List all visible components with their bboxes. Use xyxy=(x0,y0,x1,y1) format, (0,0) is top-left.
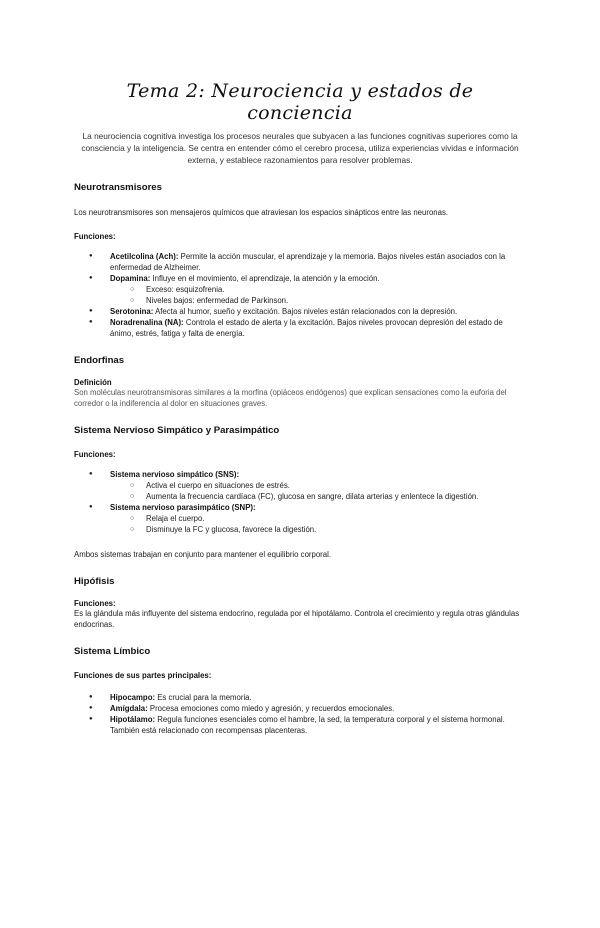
item-desc: Procesa emociones como miedo y agresión, y recuerdos emocionales. xyxy=(147,704,395,713)
limbico-list xyxy=(74,692,526,736)
sub-list xyxy=(110,513,526,535)
list-item xyxy=(74,273,526,306)
item-desc: Controla el estado de alerta y la excitación. Bajos niveles provocan depresión del estado de ánimo, estrés, fatiga y falta de energía. xyxy=(110,318,503,338)
list-item xyxy=(74,251,526,273)
list-item xyxy=(74,703,526,714)
sub-list-item: ○ Niveles bajos: enfermedad de Parkinson. xyxy=(110,295,526,306)
list-item xyxy=(74,469,526,502)
hipofisis-text: Es la glándula más influyente del sistema endocrino, regulada por el hipotálamo. Controla el crecimiento y regula otras glándulas endocrinas. xyxy=(74,609,520,629)
item-term: Amígdala: xyxy=(110,704,148,713)
sub-list-item: ○ Exceso: esquizofrenia. xyxy=(110,284,526,295)
intro-paragraph: La neurociencia cognitiva investiga los procesos neurales que subyacen a las funciones cognitivas superiores como la consciencia y la inteligencia. Se centra en entender cómo el cerebro procesa, utiliza experiencias vividas e información externa, y establece razonamientos para resolver problemas. xyxy=(81,131,519,165)
item-term: Sistema nervioso parasimpático (SNP): xyxy=(110,503,256,512)
neurotransmisores-label: Funciones: xyxy=(74,232,116,241)
list-item xyxy=(74,306,526,317)
section-heading-hipofisis: Hipófisis xyxy=(74,576,115,587)
limbico-label: Funciones de sus partes principales: xyxy=(74,671,212,680)
sub-list-item: ○ Activa el cuerpo en situaciones de estrés. xyxy=(110,480,526,491)
sistema-text: Ambos sistemas trabajan en conjunto para mantener el equilibrio corporal. xyxy=(74,550,332,559)
item-desc: Afecta al humor, sueño y excitación. Bajos niveles están relacionados con la depresión. xyxy=(153,307,458,316)
endorfinas-label: Definición xyxy=(74,378,112,387)
item-desc: Permite la acción muscular, el aprendizaje y la memoria. Bajos niveles están asociados con la enfermedad de Alzheimer. xyxy=(110,252,506,272)
document-title: Tema 2: Neurociencia y estados de conciencia xyxy=(126,80,474,124)
section-heading-sistema-limbico: Sistema Límbico xyxy=(74,646,151,657)
sub-list-item: ○ Relaja el cuerpo. xyxy=(110,513,526,524)
document-page xyxy=(0,80,600,928)
section-heading-sistema-nervioso: Sistema Nervioso Simpático y Parasimpático xyxy=(74,425,280,436)
list-item xyxy=(74,714,526,736)
section-heading-neurotransmisores: Neurotransmisores xyxy=(74,182,162,193)
item-desc: Influye en el movimiento, el aprendizaje, la atención y la emoción. xyxy=(150,274,380,283)
sistema-label: Funciones: xyxy=(74,450,116,459)
list-item xyxy=(74,502,526,535)
item-term: Sistema nervioso simpático (SNS): xyxy=(110,470,240,479)
list-item xyxy=(74,317,526,339)
list-item xyxy=(74,692,526,703)
endorfinas-text: Son moléculas neurotransmisoras similares a la morfina (opiáceos endógenos) que explican sensaciones como la euforia del corredor o la indiferencia al dolor en situaciones graves. xyxy=(74,388,507,408)
neurotransmisores-list xyxy=(74,251,526,339)
sub-list-item: ○ Disminuye la FC y glucosa, favorece la digestión. xyxy=(110,524,526,535)
neurotransmisores-text: Los neurotransmisores son mensajeros químicos que atraviesan los espacios sinápticos entre las neuronas. xyxy=(74,208,449,217)
item-desc: Regula funciones esenciales como el hambre, la sed, la temperatura corporal y el sistema hormonal. También está relacionado con recompensas placenteras. xyxy=(110,715,505,735)
item-term: Noradrenalina (NA): xyxy=(110,318,184,327)
sub-list xyxy=(110,480,526,502)
item-term: Serotonina: xyxy=(110,307,154,316)
item-term: Acetilcolina (Ach): xyxy=(110,252,179,261)
sub-list-item: ○ Aumenta la frecuencia cardíaca (FC), glucosa en sangre, dilata arterias y enlentece la digestión. xyxy=(110,491,526,502)
hipofisis-label: Funciones: xyxy=(74,599,116,608)
item-desc: Es crucial para la memoria. xyxy=(155,693,252,702)
item-term: Dopamina: xyxy=(110,274,151,283)
section-heading-endorfinas: Endorfinas xyxy=(74,355,125,366)
sub-list xyxy=(110,284,526,306)
sistema-list xyxy=(74,469,526,535)
item-term: Hipotálamo: xyxy=(110,715,156,724)
item-term: Hipocampo: xyxy=(110,693,156,702)
